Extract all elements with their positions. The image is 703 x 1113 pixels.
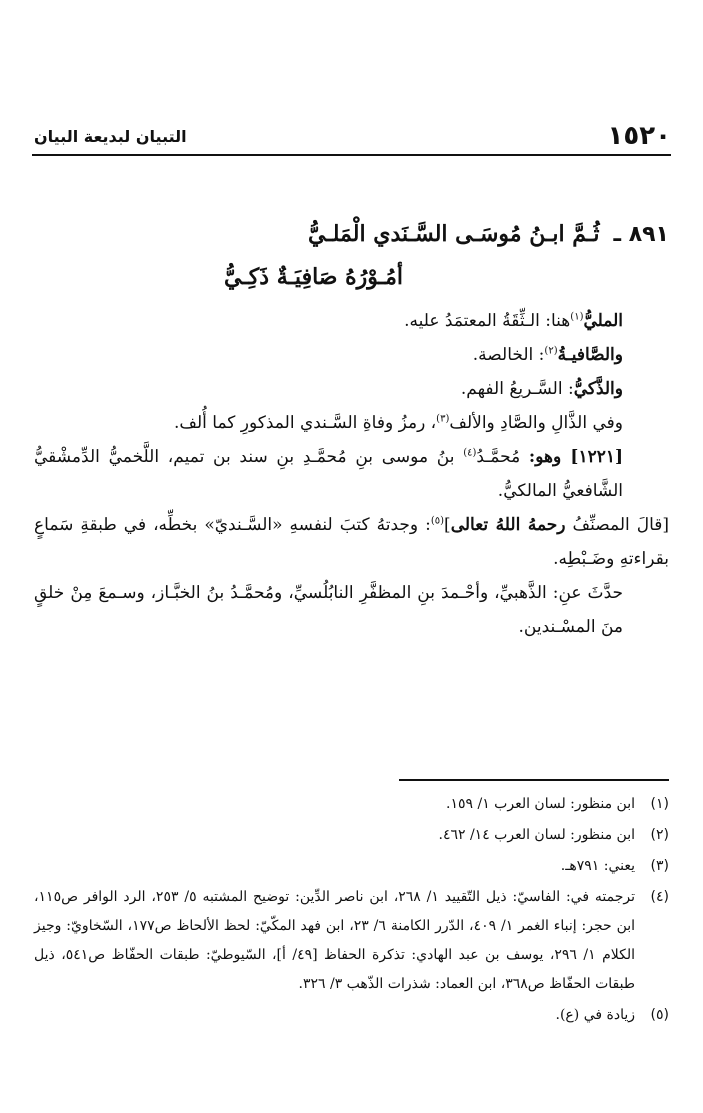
footnote-text: زيادة في (ع). <box>555 1007 635 1023</box>
text: [قالَ المصنِّفُ <box>572 515 670 535</box>
paragraph-author-note <box>34 508 669 576</box>
verse-line-2 <box>66 264 403 298</box>
footnote-number: (٣) <box>650 858 669 874</box>
definition: هنا: الـثِّقَةُ المعتمَدُ عليه. <box>404 311 571 331</box>
footnote-number: (٥) <box>650 1007 669 1023</box>
verse-number: ٨٩١ ـ <box>613 221 669 247</box>
footnote-item <box>34 1001 669 1030</box>
invocation: رحمهُ اللهُ تعالى <box>450 515 566 535</box>
text: بنُ موسى بنِ مُحمَّـدِ بنِ سند بن تميم، اللَّخميُّ الدِّمشْقيُّ الشَّافعيُّ المالكيُّ. <box>34 447 623 501</box>
verse-hemistich-2: أمُـوْرُهُ صَافِيَـةٌ ذَكِـيُّ <box>223 264 403 290</box>
footnote-item <box>34 852 669 881</box>
paragraph-symbol <box>34 406 669 440</box>
header-divider <box>32 154 671 156</box>
text: ] <box>444 515 451 535</box>
footnote-text: ترجمته في: الفاسيّ: ذيل التّقييد ١/ ٢٦٨، ابن ناصر الدِّين: توضيح المشتبه ٥/ ٢٥٣، الرد الوافر ص١١٥، ابن حجر: إنباء الغمر ١/ ٤٠٩، الدّرر الكامنة ٦/ ٢٣، ابن فهد المكّيّ: لحظ الألحاظ ص١٧٧، السّخاويّ: وجيز الكلام ١/ ٢٩٦، يوسف بن عبد الهادي: تذكرة الحفاظ [٤٩/ أ]، السّيوطيّ: طبقات الحفّاظ ص٥٤١، ذيل طبقات الحفّاظ ص٣٦٨، ابن العماد: شذرات الذّهب ٣/ ٣٢٦. <box>34 889 636 992</box>
footnote-text: ابن منظور: لسان العرب ١٤/ ٤٦٢. <box>438 827 635 843</box>
footnote-ref: (١) <box>570 311 584 323</box>
entry-number: [١٢٢١] وهو: <box>528 447 624 467</box>
footnote-number: (١) <box>650 796 669 812</box>
footnote-ref: (٣) <box>436 413 450 425</box>
definition: : الخالصة. <box>472 345 545 365</box>
footnote-text: يعني: ٧٩١هـ. <box>560 858 635 874</box>
paragraph-biography <box>34 440 669 508</box>
commentary-body <box>34 304 669 644</box>
text: ، رمزُ وفاةِ السَّـندي المذكورِ كما أُلف. <box>173 413 437 433</box>
definition: : السَّـريعُ الفهم. <box>460 379 574 399</box>
footnote-item <box>34 883 669 999</box>
text: حدَّثَ عنِ: الذَّهبيِّ، وأحْـمدَ بنِ المظفَّرِ النابُلُسيِّ، ومُحمَّـدُ بنُ الخبَّـاز، وسـمعَ مِنْ خلقٍ منَ المسْـندين. <box>34 583 623 637</box>
footnote-number: (٢) <box>650 827 669 843</box>
text: مُحمَّـدُ <box>476 447 521 467</box>
term: والذَّكيُّ <box>573 379 623 399</box>
text: وفي الذَّالِ والصَّادِ والألف <box>449 413 623 433</box>
page-number: ١٥٢٠ <box>607 121 671 151</box>
verse-line-1 <box>40 217 669 251</box>
book-title: التبيان لبديعة البيان <box>34 126 187 146</box>
paragraph-narrators <box>34 576 669 644</box>
verse-hemistich-1: ثُـمَّ ابـنُ مُوسَـى السَّـنَدي الْمَلـيُّ <box>307 221 600 247</box>
text: : وجدتهُ كتبَ لنفسهِ «السَّـنديّ» بخطِّه، في طبقةِ سَماعٍ بقراءتهِ وضَـبْطِه. <box>34 515 669 569</box>
running-header <box>34 122 671 150</box>
footnote-ref: (٢) <box>544 345 558 357</box>
footnotes <box>34 790 669 1032</box>
footnote-item <box>34 790 669 819</box>
term: والصَّافيـةُ <box>557 345 623 365</box>
footnote-text: ابن منظور: لسان العرب ١/ ١٥٩. <box>446 796 635 812</box>
footnote-divider <box>399 779 669 781</box>
footnote-ref: (٥) <box>430 515 445 527</box>
term: المليُّ <box>583 311 623 331</box>
paragraph-dhaki <box>34 372 669 406</box>
paragraph-mali <box>34 304 669 338</box>
footnote-number: (٤) <box>650 889 669 905</box>
footnote-item <box>34 821 669 850</box>
paragraph-safiya <box>34 338 669 372</box>
footnote-ref: (٤) <box>463 447 477 459</box>
